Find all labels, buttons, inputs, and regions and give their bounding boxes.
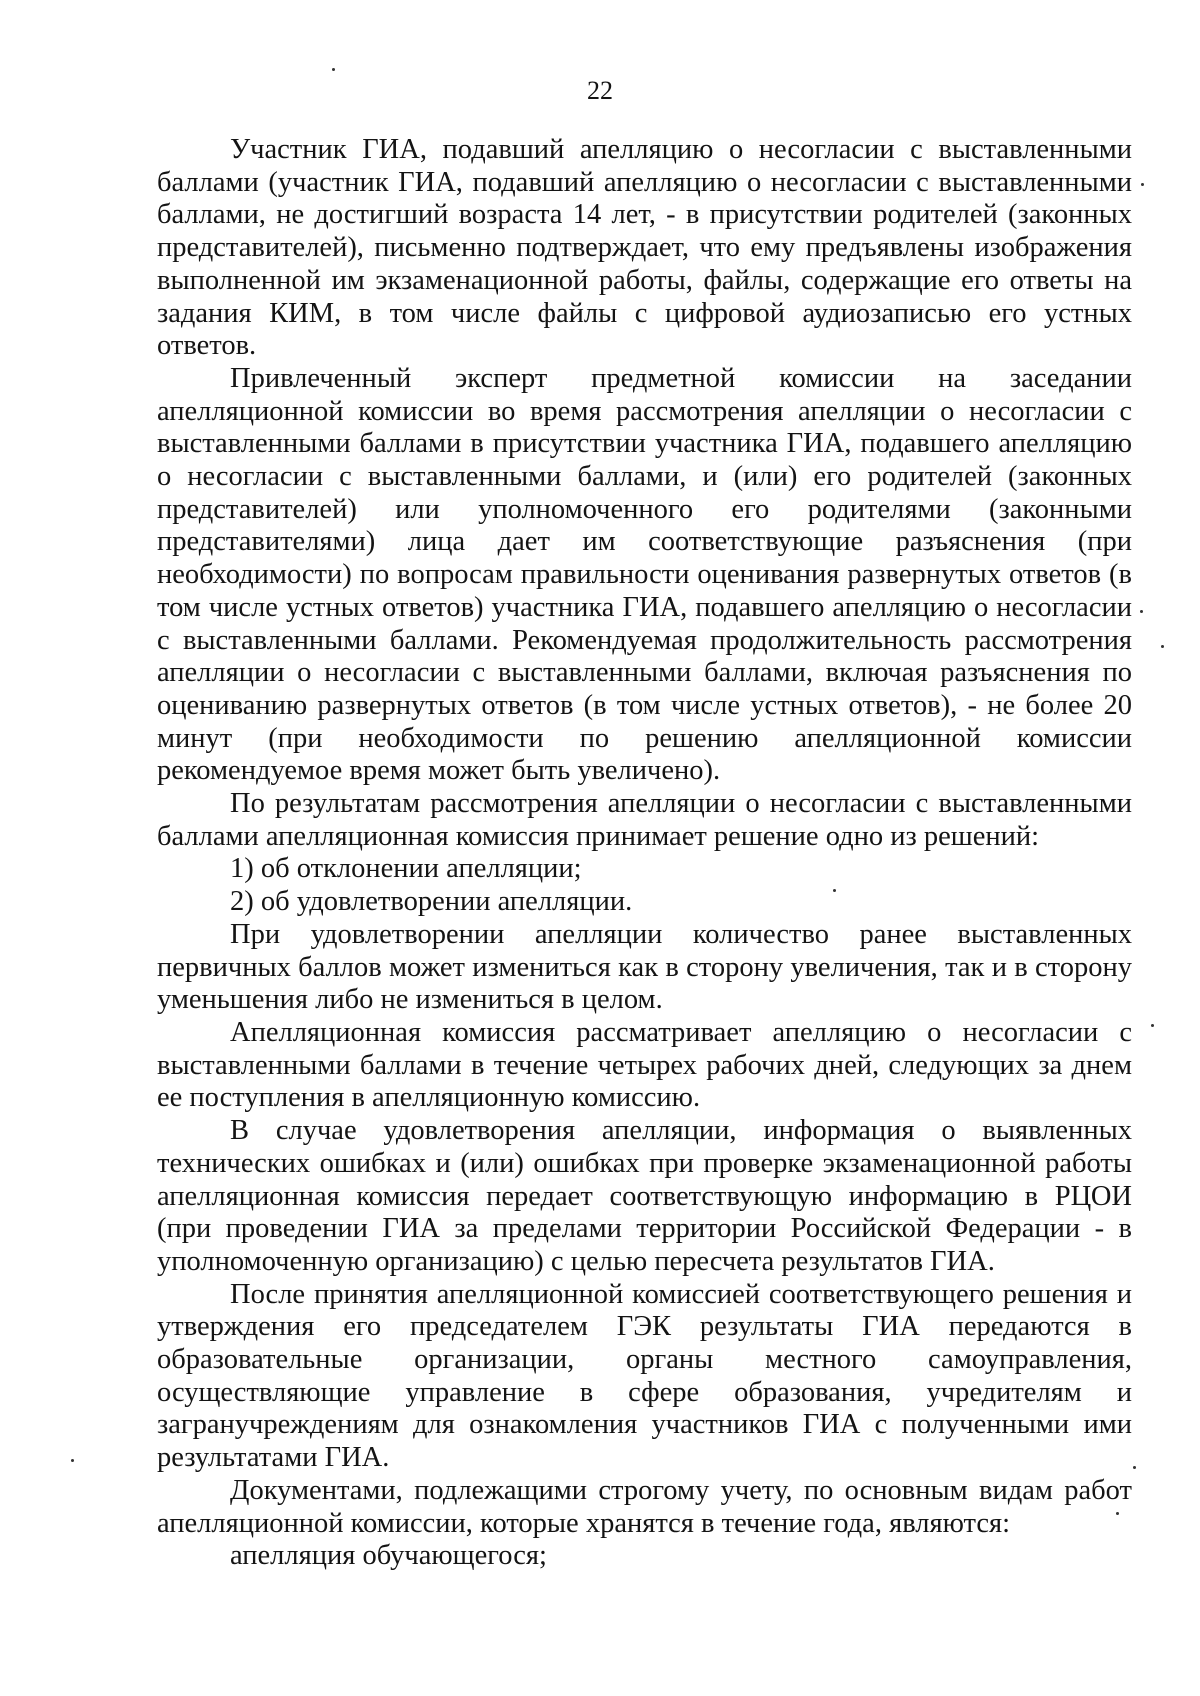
paragraph-results-transfer: После принятия апелляционной комиссией соответствующего решения и утверждения его председателем ГЭК результаты ГИА передаются в образовательные организации, органы местного самоуправления, осуществляющие управление в сфере образования, учредителям и загранучреждениям для ознакомления участников ГИА с полученными ими результатами ГИА. bbox=[157, 1278, 1132, 1474]
page-number: 22 bbox=[587, 76, 613, 105]
paragraph-review-period: Апелляционная комиссия рассматривает апелляцию о несогласии с выставленными баллами в течение четырех рабочих дней, следующих за днем ее поступления в апелляционную комиссию. bbox=[157, 1016, 1132, 1114]
scan-speck bbox=[1141, 183, 1144, 186]
paragraph-expert-explanations: Привлеченный эксперт предметной комиссии на заседании апелляционной комиссии во время рассмотрения апелляции о несогласии с выставленными баллами в присутствии участника ГИА, подавшего апелляцию о несогласии с выставленными баллами, и (или) его родителей (законных представителей) или уполномоченного его родителями (законными представителями) лица дает им соответствующие разъяснения (при необходимости) по вопросам правильности оценивания развернутых ответов (в том числе устных ответов) участника ГИА, подавшего апелляцию о несогласии с выставленными баллами. Рекомендуемая продолжительность рассмотрения апелляции о несогласии с выставленными баллами, включая разъяснения по оцениванию развернутых ответов (в том числе устных ответов), - не более 20 минут (при необходимости по решению апелляционной комиссии рекомендуемое время может быть увеличено). bbox=[157, 362, 1132, 787]
paragraph-decision-intro: По результатам рассмотрения апелляции о несогласии с выставленными баллами апелляционная комиссия принимает решение одно из решений: bbox=[157, 788, 1132, 852]
list-item-student-appeal: апелляция обучающегося; bbox=[230, 1540, 547, 1572]
scan-speck bbox=[1133, 1466, 1136, 1469]
scan-speck bbox=[1140, 610, 1143, 613]
body-text bbox=[157, 134, 1132, 1573]
scan-speck bbox=[1151, 1024, 1154, 1027]
scan-speck bbox=[71, 1459, 74, 1462]
paragraph-rcoi-transfer: В случае удовлетворения апелляции, информация о выявленных технических ошибках и (или) ошибках при проверке экзаменационной работы апелляционная комиссия передает соответствующую информацию в РЦОИ (при проведении ГИА за пределами территории Российской Федерации - в уполномоченную организацию) с целью пересчета результатов ГИА. bbox=[157, 1115, 1132, 1277]
scan-speck bbox=[833, 889, 836, 892]
paragraph-strict-documents: Документами, подлежащими строгому учету, по основным видам работ апелляционной комиссии, которые хранятся в течение года, являются: bbox=[157, 1474, 1132, 1539]
scan-speck bbox=[1116, 1512, 1119, 1515]
list-item-satisfaction: 2) об удовлетворении апелляции. bbox=[230, 886, 633, 918]
scan-speck bbox=[1161, 645, 1164, 648]
paragraph-score-change: При удовлетворении апелляции количество ранее выставленных первичных баллов может измениться как в сторону увеличения, так и в сторону уменьшения либо не измениться в целом. bbox=[157, 918, 1132, 1016]
scan-speck bbox=[332, 68, 335, 71]
paragraph-viewing-confirmation: Участник ГИА, подавший апелляцию о несогласии с выставленными баллами (участник ГИА, подавший апелляцию о несогласии с выставленными баллами, не достигший возраста 14 лет, - в присутствии родителей (законных представителей), письменно подтверждает, что ему предъявлены изображения выполненной им экзаменационной работы, файлы, содержащие его ответы на задания КИМ, в том числе файлы с цифровой аудиозаписью его устных ответов. bbox=[157, 134, 1132, 362]
list-item-rejection: 1) об отклонении апелляции; bbox=[230, 853, 582, 885]
